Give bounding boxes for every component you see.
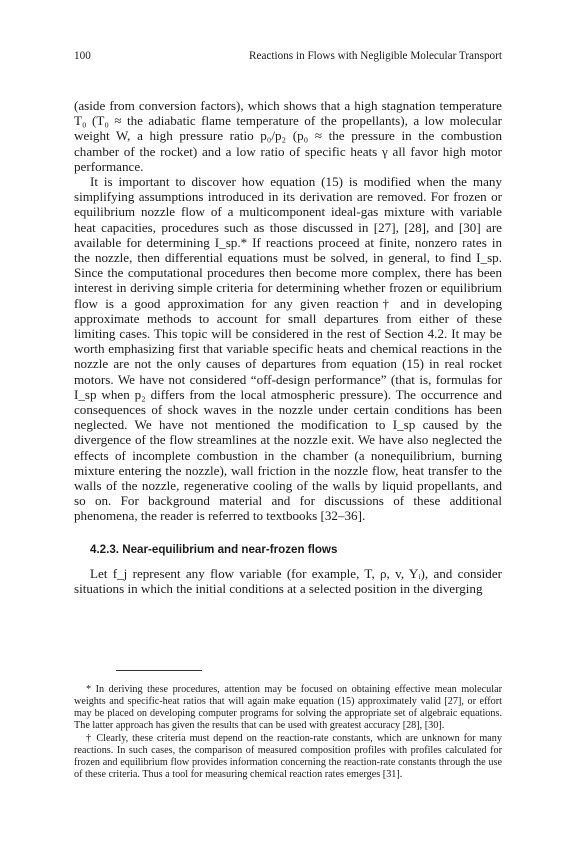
footnote-dagger: † Clearly, these criteria must depend on the reaction-rate constants, which are unknown for many reactions. In such cases, the comparison of measured composition profiles with profiles calculated for frozen and equilibrium flow provides information concerning the reaction-rate constants through the use of these criteria. Thus a tool for measuring chemical reaction rates emerges [31]. — [74, 733, 502, 780]
paragraph-flow-variable: Let f_j represent any flow variable (for example, T, ρ, v, Yᵢ), and consider situations in which the initial conditions at a selected position in the diverging — [74, 565, 502, 596]
main-text — [74, 98, 502, 596]
page-number: 100 — [74, 50, 91, 62]
running-header — [74, 50, 502, 66]
footnotes — [74, 684, 502, 782]
paragraph-continuation: (aside from conversion factors), which shows that a high stagnation temperature T₀ (T₀ ≈ the adiabatic flame temperature of the propellants), a low molecular weight W, a high pressure ratio p₀/p₂ (p₀ ≈ the pressure in the combustion chamber of the rocket) and a low ratio of specific heats γ all favor high motor performance. — [74, 98, 502, 174]
section-heading: 4.2.3. Near-equilibrium and near-frozen flows — [90, 542, 338, 556]
footnote-asterisk: * In deriving these procedures, attention may be focused on obtaining effective mean molecular weights and specific-heat ratios that will again make equation (15) approximately valid [27], or effort may be placed on developing computer programs for solving the appropriate set of algebraic equations. The latter approach has given the results that can be used with greatest accuracy [28], [30]. — [74, 684, 502, 731]
running-title: Reactions in Flows with Negligible Molecular Transport — [249, 50, 502, 62]
paragraph-isp-discussion: It is important to discover how equation (15) is modified when the many simplifying assumptions introduced in its derivation are removed. For frozen or equilibrium nozzle flow of a multicomponent ideal-gas mixture with variable heat capacities, procedures such as those discussed in [27], [28], and [30] are available for determining I_sp.* If reactions proceed at finite, nonzero rates in the nozzle, then differential equations must be solved, in general, to find I_sp. Since the computational procedures then become more complex, there has been interest in deriving simple criteria for determining whether frozen or equilibrium flow is a good approximation for any given reaction† and in developing approximate methods to account for small departures from either of these limiting cases. This topic will be considered in the rest of Section 4.2. It may be worth emphasizing first that variable specific heats and chemical reactions in the nozzle are not the only causes of departures from equation (15) in real rocket motors. We have not considered “off-design performance” (that is, formulas for I_sp when p₂ differs from the local atmospheric pressure). The occurrence and consequences of shock waves in the nozzle under certain conditions has been neglected. We have not mentioned the modification to I_sp caused by the divergence of the flow streamlines at the nozzle exit. We have also neglected the effects of incomplete combustion in the chamber (a nonequilibrium, burning mixture entering the nozzle), wall friction in the nozzle flow, heat transfer to the walls of the nozzle, regenerative cooling of the walls by liquid propellants, and so on. For background material and for discussions of these additional phenomena, the reader is referred to textbooks [32–36]. — [74, 174, 502, 524]
footnote-rule — [116, 670, 202, 671]
